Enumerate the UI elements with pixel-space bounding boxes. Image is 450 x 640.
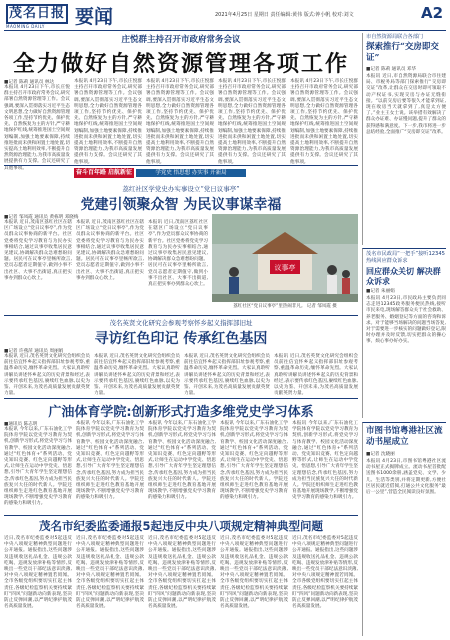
sport-headline: 广油体育学院:创新形式打造多维党史学习体系: [48, 405, 314, 420]
party-byline: ■记者 邹凤霞 通讯员 黄栋明 邓晓梅: [4, 215, 79, 220]
divider: [4, 315, 358, 316]
party-photo-image: [212, 214, 358, 302]
lead-body-col4: 本报讯 4月23日下午,市长庄悦群主持召开市政府常务会议,研究部署自然资源管理等工作。会议强调,要深入贯彻落实习近平生态文明思想,全力做好自然资源管理各项工作,坚持节约优先、保护优先、自然恢复为主的方针,严守耕地保护红线,统筹推进国土空间规划编制,加强土地要素保障,持续推进批而未供和闲置土地处置,切实提高土地利用效率,不断提升自然资源治理能力,为我市高质量发展提供有力支撑。会议还研究了其他事项。: [218, 79, 286, 165]
svg-text:议事亭: 议事亭: [274, 264, 296, 272]
lead-body-col3: 本报讯 4月23日下午,市长庄悦群主持召开市政府常务会议,研究部署自然资源管理等工作。会议强调,要深入贯彻落实习近平生态文明思想,全力做好自然资源管理各项工作,坚持节约优先、保护优先、自然恢复为主的方针,严守耕地保护红线,统筹推进国土空间规划编制,加强土地要素保障,持续推进批而未供和闲置土地处置,切实提高土地利用效率,不断提升自然资源治理能力,为我市高质量发展提供有力支撑。会议还研究了其他事项。: [146, 79, 214, 165]
side1-headline: 探索推行“交房即交证”: [366, 42, 439, 63]
issue-info: 2021年4月25日 星期日 责任编辑:黄伟 版式:钟小帆 校对:刘文: [215, 12, 354, 18]
red-kicker: 茂名英贤文化研究会参观考察怀乡起义指挥部旧址: [109, 319, 253, 327]
lead-body-col1: 本报讯 4月23日下午,市长庄悦群主持召开市政府常务会议,研究部署自然资源管理等工作。会议强调,要深入贯彻落实习近平生态文明思想,全力做好自然资源管理各项工作,坚持节约优先、保护优先、自然恢复为主的方针,严守耕地保护红线,统筹推进国土空间规划编制,加强土地要素保障,持续推进批而未供和闲置土地处置,切实提高土地利用效率,不断提升自然资源治理能力,为我市高质量发展提供有力支撑。会议还研究了其他事项。: [4, 85, 70, 171]
masthead-rule: [4, 30, 446, 31]
newspaper-logo-en: MAOMING DAILY: [6, 24, 45, 29]
page-number: A2: [421, 4, 444, 22]
party-body-col2: 本报讯 近日,茂南区荔红社区在辖区广场设立“党日议事亭”,作为党员群众议事协商的新平台。社区党委将党史学习教育与为民办实事相结合,通过议事亭收集居民意见建议,协调解决群众急难愁盼问题。居民可在议事亭里畅所欲言,党员志愿者定期值守,做到小事不出社区、大事不出街道,真正把实事办到群众心坎上。: [76, 220, 144, 281]
discipline-headline: 茂名市纪委监委通报5起违反中央八项规定精神典型问题: [39, 519, 323, 533]
party-photo-caption: 荔红社区“党日议事亭”里热闹非凡。 记者 邹凤霞 摄: [233, 304, 337, 309]
red-body-col4: 本报讯 近日,茂名英贤文化研究会组织会员前往信宜怀乡起义指挥部旧址参观考察,重温革命历史,缅怀革命先烈。大家认真聆听讲解员讲述怀乡起义的历史背景和经过,表示要传承红色基因,赓续红色血脉,以史为鉴、开创未来,为茂名高质量发展贡献英贤力量。: [274, 354, 358, 397]
sport-story: [4, 401, 358, 513]
party-story: [4, 168, 358, 313]
library-headline: 市图书馆粤港社区流动书屋成立: [366, 426, 443, 447]
lead-kicker: 庄悦群主持召开市政府常务会议: [121, 35, 241, 45]
side1-kicker: 市自然资源局联合各部门: [366, 34, 424, 40]
red-body-col3: 本报讯 近日,茂名英贤文化研究会组织会员前往信宜怀乡起义指挥部旧址参观考察,重温革命历史,缅怀革命先烈。大家认真聆听讲解员讲述怀乡起义的历史背景和经过,表示要传承红色基因,赓续红色血脉,以史为鉴、开创未来,为茂名高质量发展贡献英贤力量。: [184, 354, 270, 397]
lead-story: [4, 33, 358, 171]
side2-byline: ■记者 朱丽娟: [366, 289, 395, 294]
lead-byline: ■记者 陈莉 通讯员 林达: [4, 80, 55, 85]
divider: [4, 398, 358, 399]
sport-body-col4: 本报讯 今年以来,广东石油化工学院体育学院以党史学习教育为契机,创新学习形式,将党史学习与体育教学、校园文化活动深度融合,通过“红色体育+”系列活动、党史知识竞赛、红色定向越野等形式,让师生在运动中学党史、悟思想,引导广大青年学生坚定理想信念,传承红色基因,努力成为担当民族复兴大任的时代新人。学院还组织师生走进红色教育基地开展现场教学,不断增强党史学习教育的感染力和吸引力。: [220, 421, 288, 501]
campaign-slogan: 学党史 悟思想 办实事 开新局: [136, 169, 246, 177]
side2-kicker: 茂名市民政局“一把手”接听12345热线回应群众诉求: [366, 251, 445, 264]
side-story-2: [362, 248, 446, 418]
section-title: 要闻: [75, 6, 114, 28]
side2-headline: 回应群众关切 解决群众诉求: [366, 266, 441, 286]
discipline-body-col4: 近日,茂名市纪委监委对5起违反中央八项规定精神典型问题进行公开通报。通报指出,这些问题涉及违规收送礼品礼金、违规公款吃喝、违规发放津补贴等情形,反映出一些党员干部纪法意识淡薄,对中央八项规定精神置若罔闻。全市各级党组织要切实扛起主体责任,各级纪检监察机关要持续紧盯“四风”问题新动向新表现,坚决防止反弹回潮,以严明纪律护航茂名高质量发展。: [220, 536, 288, 610]
lead-body-col5: 本报讯 4月23日下午,市长庄悦群主持召开市政府常务会议,研究部署自然资源管理等工作。会议强调,要深入贯彻落实习近平生态文明思想,全力做好自然资源管理各项工作,坚持节约优先、保护优先、自然恢复为主的方针,严守耕地保护红线,统筹推进国土空间规划编制,加强土地要素保障,持续推进批而未供和闲置土地处置,切实提高土地利用效率,不断提升自然资源治理能力,为我市高质量发展提供有力支撑。会议还研究了其他事项。: [290, 79, 358, 165]
discipline-body-col1: 近日,茂名市纪委监委对5起违反中央八项规定精神典型问题进行公开通报。通报指出,这些问题涉及违规收送礼品礼金、违规公款吃喝、违规发放津补贴等情形,反映出一些党员干部纪法意识淡薄,对中央八项规定精神置若罔闻。全市各级党组织要切实扛起主体责任,各级纪检监察机关要持续紧盯“四风”问题新动向新表现,坚决防止反弹回潮,以严明纪律护航茂名高质量发展。: [4, 536, 72, 610]
side1-byline: ■记者 陈莉 通讯员 邓华: [366, 67, 417, 72]
library-body: 本报讯 4月23日,市图书馆粤港社区流动书屋正式揭牌成立。流动书屋首批配送图书1000余册,涵盖党史、文学、少儿、生活等类别,并将定期更新,方便社区居民就近借阅,打通公共文化服务“最后一公里”,营造全民阅读良好氛围。: [366, 459, 446, 496]
discipline-body-col5: 近日,茂名市纪委监委对5起违反中央八项规定精神典型问题进行公开通报。通报指出,这些问题涉及违规收送礼品礼金、违规公款吃喝、违规发放津补贴等情形,反映出一些党员干部纪法意识淡薄,对中央八项规定精神置若罔闻。全市各级党组织要切实扛起主体责任,各级纪检监察机关要持续紧盯“四风”问题新动向新表现,坚决防止反弹回潮,以严明纪律护航茂名高质量发展。: [292, 536, 358, 610]
red-body-col1: 本报讯 近日,茂名英贤文化研究会组织会员前往信宜怀乡起义指挥部旧址参观考察,重温革命历史,缅怀革命先烈。大家认真聆听讲解员讲述怀乡起义的历史背景和经过,表示要传承红色基因,赓续红色血脉,以史为鉴、开创未来,为茂名高质量发展贡献英贤力量。: [4, 354, 90, 397]
sport-body-col5: 本报讯 今年以来,广东石油化工学院体育学院以党史学习教育为契机,创新学习形式,将党史学习与体育教学、校园文化活动深度融合,通过“红色体育+”系列活动、党史知识竞赛、红色定向越野等形式,让师生在运动中学党史、悟思想,引导广大青年学生坚定理想信念,传承红色基因,努力成为担当民族复兴大任的时代新人。学院还组织师生走进红色教育基地开展现场教学,不断增强党史学习教育的感染力和吸引力。: [292, 421, 358, 501]
red-story: [4, 318, 358, 396]
red-byline: ■记者 许燕萍 通讯员 周丽娟: [4, 349, 64, 354]
lead-body-col2: 本报讯 4月23日下午,市长庄悦群主持召开市政府常务会议,研究部署自然资源管理等工作。会议强调,要深入贯彻落实习近平生态文明思想,全力做好自然资源管理各项工作,坚持节约优先、保护优先、自然恢复为主的方针,严守耕地保护红线,统筹推进国土空间规划编制,加强土地要素保障,持续推进批而未供和闲置土地处置,切实提高土地利用效率,不断提升自然资源治理能力,为我市高质量发展提供有力支撑。会议还研究了其他事项。: [74, 79, 142, 165]
discipline-story: [4, 518, 358, 636]
lead-headline: 全力做好自然资源管理各项工作: [12, 51, 349, 77]
sport-body-col1: 本报讯 今年以来,广东石油化工学院体育学院以党史学习教育为契机,创新学习形式,将党史学习与体育教学、校园文化活动深度融合,通过“红色体育+”系列活动、党史知识竞赛、红色定向越野等形式,让师生在运动中学党史、悟思想,引导广大青年学生坚定理想信念,传承红色基因,努力成为担当民族复兴大任的时代新人。学院还组织师生走进红色教育基地开展现场教学,不断增强党史学习教育的感染力和吸引力。: [4, 427, 72, 507]
red-body-col2: 本报讯 近日,茂名英贤文化研究会组织会员前往信宜怀乡起义指挥部旧址参观考察,重温革命历史,缅怀革命先烈。大家认真聆听讲解员讲述怀乡起义的历史背景和经过,表示要传承红色基因,赓续红色血脉,以史为鉴、开创未来,为茂名高质量发展贡献英贤力量。: [94, 354, 180, 397]
side-story-1: [362, 33, 446, 245]
newspaper-logo: 茂名日报: [6, 4, 68, 24]
sport-body-col3: 本报讯 今年以来,广东石油化工学院体育学院以党史学习教育为契机,创新学习形式,将党史学习与体育教学、校园文化活动深度融合,通过“红色体育+”系列活动、党史知识竞赛、红色定向越野等形式,让师生在运动中学党史、悟思想,引导广大青年学生坚定理想信念,传承红色基因,努力成为担当民族复兴大任的时代新人。学院还组织师生走进红色教育基地开展现场教学,不断增强党史学习教育的感染力和吸引力。: [148, 421, 216, 501]
divider: [4, 515, 358, 516]
library-byline: ■记者 沈晓丽: [366, 452, 395, 457]
party-photo: [212, 214, 358, 302]
sport-byline: ■通讯员 陈志明: [4, 422, 38, 427]
masthead: [0, 0, 450, 30]
discipline-body-col2: 近日,茂名市纪委监委对5起违反中央八项规定精神典型问题进行公开通报。通报指出,这些问题涉及违规收送礼品礼金、违规公款吃喝、违规发放津补贴等情形,反映出一些党员干部纪法意识淡薄,对中央八项规定精神置若罔闻。全市各级党组织要切实扛起主体责任,各级纪检监察机关要持续紧盯“四风”问题新动向新表现,坚决防止反弹回潮,以严明纪律护航茂名高质量发展。: [76, 536, 144, 610]
sport-body-col2: 本报讯 今年以来,广东石油化工学院体育学院以党史学习教育为契机,创新学习形式,将党史学习与体育教学、校园文化活动深度融合,通过“红色体育+”系列活动、党史知识竞赛、红色定向越野等形式,让师生在运动中学党史、悟思想,引导广大青年学生坚定理想信念,传承红色基因,努力成为担当民族复兴大任的时代新人。学院还组织师生走进红色教育基地开展现场教学,不断增强党史学习教育的感染力和吸引力。: [76, 421, 144, 501]
discipline-body-col3: 近日,茂名市纪委监委对5起违反中央八项规定精神典型问题进行公开通报。通报指出,这些问题涉及违规收送礼品礼金、违规公款吃喝、违规发放津补贴等情形,反映出一些党员干部纪法意识淡薄,对中央八项规定精神置若罔闻。全市各级党组织要切实扛起主体责任,各级纪检监察机关要持续紧盯“四风”问题新动向新表现,坚决防止反弹回潮,以严明纪律护航茂名高质量发展。: [148, 536, 216, 610]
campaign-banner: 奋斗百年路 启航新征程: [75, 169, 133, 186]
red-headline: 寻访红色印记 传承红色基因: [94, 331, 268, 347]
party-headline: 党建引领聚众智 为民议事谋幸福: [80, 197, 282, 213]
divider: [4, 165, 358, 166]
side-story-3: [362, 422, 446, 636]
party-body-col1: 本报讯 近日,茂南区荔红社区在辖区广场设立“党日议事亭”,作为党员群众议事协商的新平台。社区党委将党史学习教育与为民办实事相结合,通过议事亭收集居民意见建议,协调解决群众急难愁盼问题。居民可在议事亭里畅所欲言,党员志愿者定期值守,做到小事不出社区、大事不出街道,真正把实事办到群众心坎上。: [4, 220, 72, 281]
party-kicker: 荔红社区学党史办实事设立“党日议事亭”: [122, 185, 240, 193]
party-body-col3: 本报讯 近日,茂南区荔红社区在辖区广场设立“党日议事亭”,作为党员群众议事协商的新平台。社区党委将党史学习教育与为民办实事相结合,通过议事亭收集居民意见建议,协调解决群众急难愁盼问题。居民可在议事亭里畅所欲言,党员志愿者定期值守,做到小事不出社区、大事不出街道,真正把实事办到群众心坎上。: [148, 220, 208, 288]
side2-body: 本报讯 4月23日,市民政局主要负责同志走进12345政务服务便民热线,接听市民来电,现场解答群众关于社会救助、养老服务、婚姻登记等方面的咨询和诉求。对于能够当场解决的问题当场答复,对于需要进一步核实的问题做好登记,限时办理并及时反馈,切实把群众的操心事、烦心事办好办实。: [366, 296, 446, 345]
side1-body: 本报讯 近日,市自然资源局联合市住建局、市税务局等部门探索推行“交房即交证”改革,让群众在交房时即可领取不动产权证书,实现交房与办证无缝衔接。“以前交房后要等很久才能拿到证,现在收房当天就拿到了,真是太方便了。”业主王女士说。该举措有效解决了群众办证难、办证慢问题,提升了群众的获得感和满意度。下一步,我市将进一步总结经验,全面推广“交房即交证”改革。: [366, 74, 446, 135]
